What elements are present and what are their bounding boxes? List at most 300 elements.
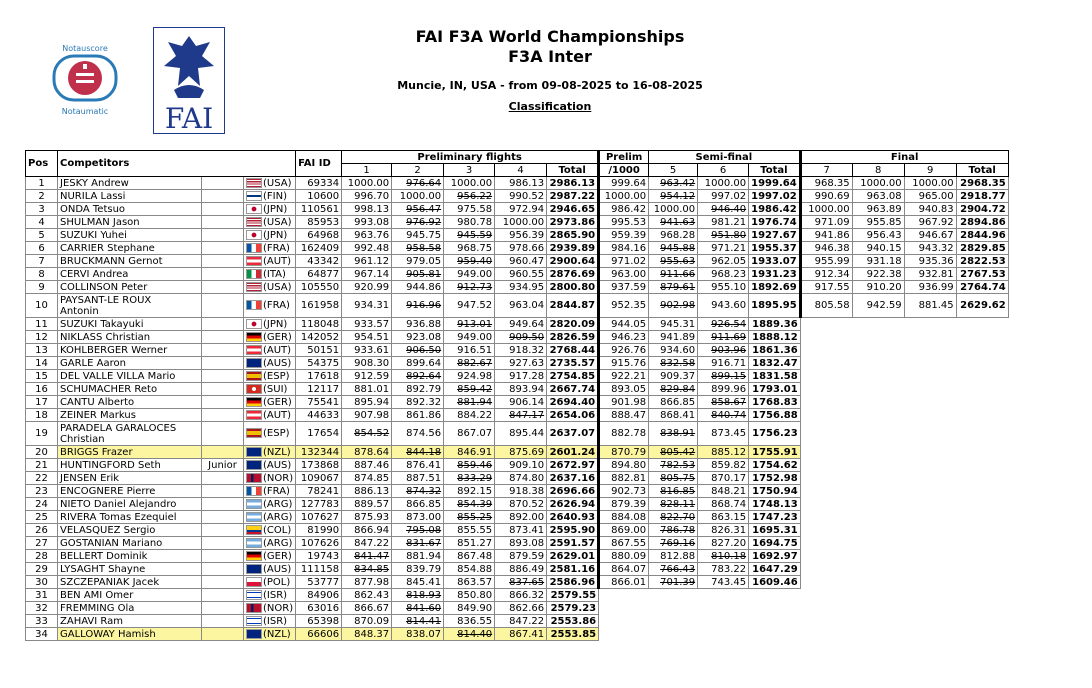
col-r5: 5 <box>649 164 698 177</box>
prelim-total: 2696.66 <box>547 485 599 498</box>
competitor-name-text: SUZUKI Takayuki <box>60 318 144 330</box>
prelim-score: 990.52 <box>495 190 547 203</box>
prelim-score: 998.13 <box>342 203 392 216</box>
country-code: (NOR) <box>263 602 294 614</box>
usa-flag-icon <box>246 282 262 292</box>
prelim-score: 881.94 <box>392 550 444 563</box>
competitor-name-text: NIKLASS Christian <box>60 331 151 343</box>
country-cell <box>244 216 296 229</box>
pos-cell: 32 <box>26 602 58 615</box>
col-r1: 1 <box>342 164 392 177</box>
prelim-total: 2579.55 <box>547 589 599 602</box>
category-cell <box>202 576 244 589</box>
semifinal-total: 1831.58 <box>749 370 801 383</box>
category-cell <box>202 589 244 602</box>
country-cell <box>244 229 296 242</box>
empty-cell <box>800 357 1008 370</box>
country-code: (ISR) <box>263 589 288 601</box>
country-code: (AUS) <box>263 563 292 575</box>
table-row <box>26 628 1009 641</box>
col-r4: 4 <box>495 164 547 177</box>
prelim-score: 886.13 <box>342 485 392 498</box>
competitor-name <box>58 216 202 229</box>
competitor-name <box>58 550 202 563</box>
country-cell <box>244 576 296 589</box>
semifinal-score: 934.60 <box>649 344 698 357</box>
country-code: (GER) <box>263 396 292 408</box>
table-row <box>26 422 1009 446</box>
empty-cell <box>800 472 1008 485</box>
prelim-score: 892.79 <box>392 383 444 396</box>
competitor-name-text: PAYSANT-LE ROUX <box>60 294 152 306</box>
table-row <box>26 242 1009 255</box>
isr-flag-icon <box>246 616 262 626</box>
prelim-score: 960.55 <box>495 268 547 281</box>
prelim-score: 892.15 <box>444 485 495 498</box>
semifinal-total: 1755.91 <box>749 446 801 459</box>
semifinal-total: 1647.29 <box>749 563 801 576</box>
category-cell <box>202 177 244 190</box>
table-row <box>26 331 1009 344</box>
pos-cell: 18 <box>26 409 58 422</box>
competitor-name-text: GARLE Aaron <box>60 357 126 369</box>
nor-flag-icon <box>246 603 262 613</box>
final-score: 1000.00 <box>904 177 956 190</box>
aus-flag-icon <box>246 358 262 368</box>
fai-id-cell: 110561 <box>296 203 342 216</box>
results-table <box>25 150 1009 641</box>
country-cell <box>244 446 296 459</box>
country-cell <box>244 383 296 396</box>
prelim-total: 2601.24 <box>547 446 599 459</box>
prelim-per1000: 999.64 <box>599 177 649 190</box>
prelim-score: 958.58 <box>392 242 444 255</box>
country-cell <box>244 268 296 281</box>
pos-cell: 33 <box>26 615 58 628</box>
prelim-score: 878.64 <box>342 446 392 459</box>
competitor-name-text: NIETO Daniel Alejandro <box>60 498 177 510</box>
country-code: (NZL) <box>263 446 291 458</box>
prelim-score: 795.08 <box>392 524 444 537</box>
final-score: 946.38 <box>800 242 852 255</box>
final-score: 881.45 <box>904 294 956 318</box>
prelim-total: 2640.93 <box>547 511 599 524</box>
semifinal-total: 1999.64 <box>749 177 801 190</box>
competitor-name-text: CERVI Andrea <box>60 268 129 280</box>
competitor-name-text: BEN AMI Omer <box>60 589 134 601</box>
country-code: (FRA) <box>263 485 290 497</box>
col-r9: 9 <box>904 164 956 177</box>
prelim-score: 862.43 <box>342 589 392 602</box>
prelim-score: 886.49 <box>495 563 547 576</box>
ger-flag-icon <box>246 332 262 342</box>
fai-id-cell: 161958 <box>296 294 342 318</box>
competitor-name-text: SUZUKI Yuhei <box>60 229 127 241</box>
semifinal-total: 1933.07 <box>749 255 801 268</box>
empty-cell <box>800 396 1008 409</box>
country-code: (POL) <box>263 576 291 588</box>
prelim-score: 831.67 <box>392 537 444 550</box>
country-code: (ESP) <box>263 370 290 382</box>
fra-flag-icon <box>246 243 262 253</box>
prelim-score: 912.73 <box>444 281 495 294</box>
col-preliminary: Preliminary flights <box>342 151 599 164</box>
prelim-total: 2800.80 <box>547 281 599 294</box>
prelim-score: 918.32 <box>495 344 547 357</box>
pos-cell: 8 <box>26 268 58 281</box>
prelim-score: 870.09 <box>342 615 392 628</box>
jpn-flag-icon <box>246 319 262 329</box>
pos-cell: 22 <box>26 472 58 485</box>
country-cell <box>244 602 296 615</box>
semifinal-score: 828.11 <box>649 498 698 511</box>
semifinal-total: 1793.01 <box>749 383 801 396</box>
fra-flag-icon <box>246 486 262 496</box>
pos-cell: 13 <box>26 344 58 357</box>
final-score: 990.69 <box>800 190 852 203</box>
country-code: (ESP) <box>263 428 290 439</box>
competitor-name-text: LYSAGHT Shayne <box>60 563 146 575</box>
prelim-total: 2581.16 <box>547 563 599 576</box>
semifinal-total: 1609.46 <box>749 576 801 589</box>
jpn-flag-icon <box>246 230 262 240</box>
prelim-score: 867.07 <box>444 422 495 446</box>
competitor-name <box>58 383 202 396</box>
competitor-name <box>58 229 202 242</box>
prelim-per1000: 963.00 <box>599 268 649 281</box>
country-cell <box>244 242 296 255</box>
prelim-score: 975.58 <box>444 203 495 216</box>
pol-flag-icon <box>246 577 262 587</box>
prelim-score: 996.70 <box>342 190 392 203</box>
fai-id-cell: 64877 <box>296 268 342 281</box>
competitor-name-text: ONDA Tetsuo <box>60 203 126 215</box>
empty-cell <box>800 615 1008 628</box>
country-code: (AUT) <box>263 255 292 267</box>
prelim-score: 1000.00 <box>444 177 495 190</box>
prelim-score: 968.75 <box>444 242 495 255</box>
table-row <box>26 576 1009 589</box>
final-score: 963.89 <box>852 203 904 216</box>
table-row <box>26 563 1009 576</box>
prelim-score: 920.99 <box>342 281 392 294</box>
category-cell <box>202 396 244 409</box>
prelim-score: 877.98 <box>342 576 392 589</box>
country-cell <box>244 344 296 357</box>
competitor-name <box>58 255 202 268</box>
prelim-score: 818.93 <box>392 589 444 602</box>
prelim-score: 963.04 <box>495 294 547 318</box>
semifinal-score: 945.31 <box>649 318 698 331</box>
table-row <box>26 281 1009 294</box>
prelim-score: 892.32 <box>392 396 444 409</box>
prelim-score: 854.39 <box>444 498 495 511</box>
prelim-score: 906.50 <box>392 344 444 357</box>
semifinal-score: 951.80 <box>698 229 749 242</box>
category-cell <box>202 242 244 255</box>
table-row <box>26 602 1009 615</box>
table-row <box>26 409 1009 422</box>
category-cell <box>202 216 244 229</box>
prelim-score: 956.22 <box>444 190 495 203</box>
category-cell <box>202 485 244 498</box>
semifinal-score: 899.96 <box>698 383 749 396</box>
fai-id-cell: 142052 <box>296 331 342 344</box>
prelim-score: 875.93 <box>342 511 392 524</box>
prelim-score: 838.07 <box>392 628 444 641</box>
prelim-score: 980.78 <box>444 216 495 229</box>
fai-id-cell: 105550 <box>296 281 342 294</box>
semifinal-score: 943.60 <box>698 294 749 318</box>
country-code: (ARG) <box>263 511 293 523</box>
prelim-score: 949.00 <box>444 268 495 281</box>
prelim-per1000: 944.05 <box>599 318 649 331</box>
prelim-score: 861.86 <box>392 409 444 422</box>
competitor-name-text: JESKY Andrew <box>60 177 129 189</box>
pos-cell: 12 <box>26 331 58 344</box>
col-flag-icon <box>246 525 262 535</box>
category-cell <box>202 472 244 485</box>
prelim-per1000: 952.35 <box>599 294 649 318</box>
semifinal-total: 1986.42 <box>749 203 801 216</box>
prelim-score: 907.98 <box>342 409 392 422</box>
semifinal-score: 1000.00 <box>698 177 749 190</box>
prelim-per1000: 995.53 <box>599 216 649 229</box>
semifinal-total: 1768.83 <box>749 396 801 409</box>
category-cell <box>202 422 244 446</box>
prelim-total: 2865.90 <box>547 229 599 242</box>
pos-cell: 4 <box>26 216 58 229</box>
country-code: (NZL) <box>263 628 291 640</box>
prelim-score: 850.80 <box>444 589 495 602</box>
country-cell <box>244 177 296 190</box>
isr-flag-icon <box>246 590 262 600</box>
prelim-score: 976.92 <box>392 216 444 229</box>
prelim-score: 899.64 <box>392 357 444 370</box>
semifinal-score: 866.85 <box>649 396 698 409</box>
pos-cell: 2 <box>26 190 58 203</box>
prelim-per1000: 915.76 <box>599 357 649 370</box>
pos-cell: 6 <box>26 242 58 255</box>
semifinal-score: 766.43 <box>649 563 698 576</box>
semifinal-score: 816.85 <box>649 485 698 498</box>
competitor-name <box>58 446 202 459</box>
category-cell <box>202 203 244 216</box>
prelim-score: 849.90 <box>444 602 495 615</box>
semifinal-score: 870.17 <box>698 472 749 485</box>
category-cell <box>202 446 244 459</box>
prelim-total: 2939.89 <box>547 242 599 255</box>
table-row <box>26 589 1009 602</box>
prelim-score: 870.52 <box>495 498 547 511</box>
prelim-score: 879.59 <box>495 550 547 563</box>
semifinal-total: 1931.23 <box>749 268 801 281</box>
prelim-score: 912.59 <box>342 370 392 383</box>
competitor-name-line2: Antonin <box>60 305 99 317</box>
prelim-score: 934.95 <box>495 281 547 294</box>
aut-flag-icon <box>246 256 262 266</box>
semifinal-score: 903.96 <box>698 344 749 357</box>
prelim-score: 833.29 <box>444 472 495 485</box>
country-code: (ISR) <box>263 615 288 627</box>
pos-cell: 7 <box>26 255 58 268</box>
semifinal-total: 1750.94 <box>749 485 801 498</box>
prelim-score: 892.64 <box>392 370 444 383</box>
fai-id-cell: 75541 <box>296 396 342 409</box>
prelim-total: 2579.23 <box>547 602 599 615</box>
final-total: 2968.35 <box>956 177 1008 190</box>
prelim-score: 841.60 <box>392 602 444 615</box>
prelim-score: 855.25 <box>444 511 495 524</box>
final-score: 965.00 <box>904 190 956 203</box>
competitor-name-text: ENCOGNERE Pierre <box>60 485 156 497</box>
prelim-score: 956.39 <box>495 229 547 242</box>
col-final-total: Total <box>956 164 1008 177</box>
category-cell <box>202 229 244 242</box>
prelim-score: 986.13 <box>495 177 547 190</box>
prelim-per1000: 984.16 <box>599 242 649 255</box>
table-row <box>26 511 1009 524</box>
country-code: (AUS) <box>263 459 292 471</box>
country-cell <box>244 459 296 472</box>
competitor-name <box>58 396 202 409</box>
competitor-name <box>58 537 202 550</box>
usa-flag-icon <box>246 217 262 227</box>
prelim-total: 2595.90 <box>547 524 599 537</box>
category-cell <box>202 498 244 511</box>
prelim-total: 2553.85 <box>547 628 599 641</box>
col-competitors: Competitors <box>58 151 296 177</box>
empty-cell <box>800 446 1008 459</box>
col-semi-total: Total <box>749 164 801 177</box>
table-row <box>26 498 1009 511</box>
prelim-score: 913.01 <box>444 318 495 331</box>
table-row <box>26 446 1009 459</box>
country-code: (ARG) <box>263 537 293 549</box>
country-cell <box>244 550 296 563</box>
pos-cell: 31 <box>26 589 58 602</box>
table-row <box>26 370 1009 383</box>
fai-id-cell: 84906 <box>296 589 342 602</box>
notauscore-logo-bottom-text: Notaumatic <box>61 107 109 116</box>
col-semifinal: Semi-final <box>649 151 801 164</box>
prelim-score: 851.27 <box>444 537 495 550</box>
country-cell <box>244 190 296 203</box>
prelim-score: 889.57 <box>342 498 392 511</box>
fai-logo <box>153 27 225 134</box>
final-score: 1000.00 <box>852 177 904 190</box>
prelim-score: 837.65 <box>495 576 547 589</box>
fai-id-cell: 107627 <box>296 511 342 524</box>
prelim-score: 881.94 <box>444 396 495 409</box>
final-score: 936.99 <box>904 281 956 294</box>
pos-cell: 5 <box>26 229 58 242</box>
final-score: 971.09 <box>800 216 852 229</box>
prelim-score: 949.64 <box>495 318 547 331</box>
table-row <box>26 550 1009 563</box>
category-cell <box>202 318 244 331</box>
semifinal-score: 783.22 <box>698 563 749 576</box>
prelim-total: 2876.69 <box>547 268 599 281</box>
ger-flag-icon <box>246 551 262 561</box>
prelim-score: 895.94 <box>342 396 392 409</box>
prelim-total: 2735.57 <box>547 357 599 370</box>
prelim-score: 845.41 <box>392 576 444 589</box>
prelim-per1000: 882.78 <box>599 422 649 446</box>
table-row <box>26 524 1009 537</box>
empty-cell <box>599 589 801 602</box>
table-row <box>26 294 1009 318</box>
country-cell <box>244 409 296 422</box>
country-code: (USA) <box>263 216 292 228</box>
empty-cell <box>800 331 1008 344</box>
table-row <box>26 383 1009 396</box>
competitor-name <box>58 357 202 370</box>
final-score: 942.59 <box>852 294 904 318</box>
competitor-name-text: SZCZEPANIAK Jacek <box>60 576 160 588</box>
final-total: 2767.53 <box>956 268 1008 281</box>
semifinal-score: 743.45 <box>698 576 749 589</box>
final-score: 931.18 <box>852 255 904 268</box>
final-score: 1000.00 <box>800 203 852 216</box>
prelim-score: 876.41 <box>392 459 444 472</box>
semifinal-score: 954.12 <box>649 190 698 203</box>
event-location: Muncie, IN, USA - from 09-08-2025 to 16-08-2025 <box>397 79 703 92</box>
prelim-per1000: 1000.00 <box>599 190 649 203</box>
country-code: (JPN) <box>263 229 288 241</box>
pos-cell: 19 <box>26 422 58 446</box>
category-cell <box>202 357 244 370</box>
fin-flag-icon <box>246 191 262 201</box>
country-code: (ARG) <box>263 498 293 510</box>
pos-cell: 9 <box>26 281 58 294</box>
fai-id-cell: 44633 <box>296 409 342 422</box>
prelim-score: 893.08 <box>495 537 547 550</box>
final-score: 956.43 <box>852 229 904 242</box>
semifinal-score: 911.69 <box>698 331 749 344</box>
table-row <box>26 268 1009 281</box>
semifinal-score: 868.41 <box>649 409 698 422</box>
prelim-score: 848.37 <box>342 628 392 641</box>
pos-cell: 24 <box>26 498 58 511</box>
final-total: 2829.85 <box>956 242 1008 255</box>
page-title: FAI F3A World Championships <box>415 27 685 46</box>
col-prelim-total: Total <box>547 164 599 177</box>
country-cell <box>244 563 296 576</box>
country-cell <box>244 537 296 550</box>
semifinal-score: 805.42 <box>649 446 698 459</box>
semifinal-score: 902.98 <box>649 294 698 318</box>
country-cell <box>244 396 296 409</box>
prelim-score: 873.00 <box>392 511 444 524</box>
semifinal-score: 968.28 <box>649 229 698 242</box>
prelim-per1000: 902.73 <box>599 485 649 498</box>
empty-cell <box>800 524 1008 537</box>
competitor-name <box>58 422 202 446</box>
prelim-score: 866.85 <box>392 498 444 511</box>
fai-id-cell: 69334 <box>296 177 342 190</box>
prelim-score: 947.52 <box>444 294 495 318</box>
table-row <box>26 229 1009 242</box>
col-r6: 6 <box>698 164 749 177</box>
prelim-score: 945.59 <box>444 229 495 242</box>
semifinal-score: 997.02 <box>698 190 749 203</box>
semifinal-score: 701.39 <box>649 576 698 589</box>
ger-flag-icon <box>246 397 262 407</box>
aut-flag-icon <box>246 410 262 420</box>
empty-cell <box>800 589 1008 602</box>
semifinal-score: 848.21 <box>698 485 749 498</box>
